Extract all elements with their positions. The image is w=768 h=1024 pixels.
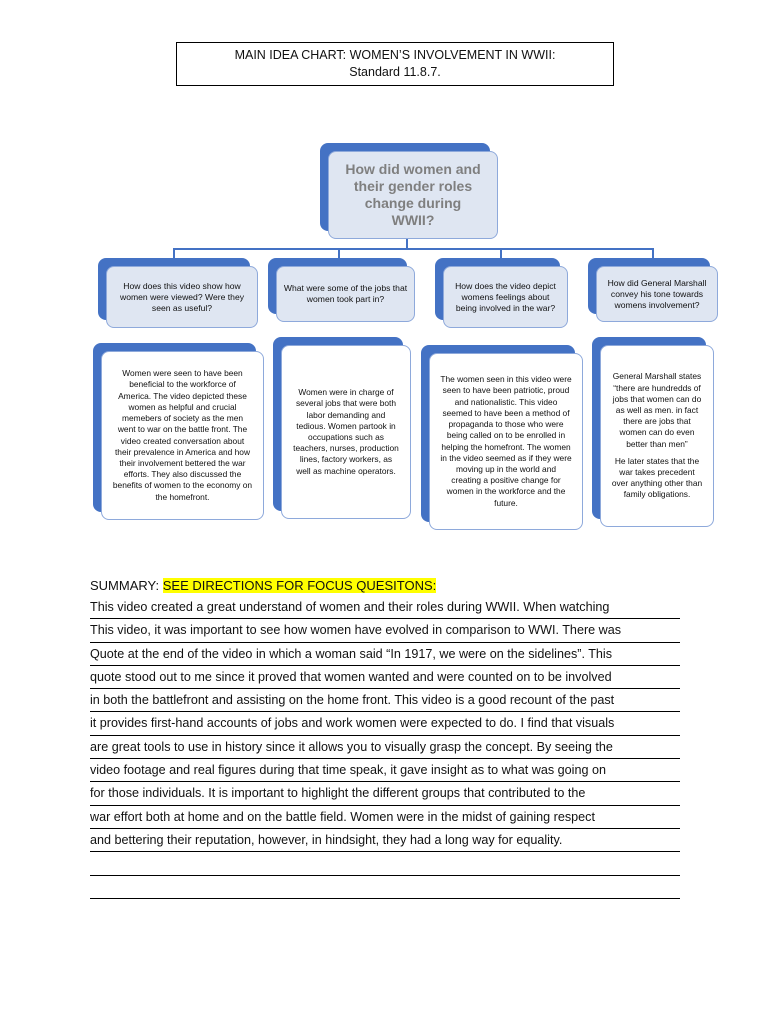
question-text-2: What were some of the jobs that women took part in? [276, 266, 415, 322]
summary-line: and bettering their reputation, however, in hindsight, they had a long way for equality. [90, 829, 680, 852]
summary-line: for those individuals. It is important to highlight the different groups that contributed to the [90, 782, 680, 805]
question-card-3 [435, 258, 568, 328]
answer-body-4 [600, 345, 714, 527]
answer-text-4-extra: He later states that the war takes precedent over anything other than family obligations. [611, 455, 703, 500]
answer-card-1 [93, 343, 264, 520]
chart-title-line2: Standard 11.8.7. [349, 65, 441, 79]
question-text-4: How did General Marshall convey his tone towards womens involvement? [596, 266, 718, 322]
summary-line: in both the battlefront and assisting on the home front. This video is a good recount of the past [90, 689, 680, 712]
summary-line: are great tools to use in history since it allows you to visually grasp the concept. By seeing the [90, 736, 680, 759]
answer-text-1: Women were seen to have been beneficial to the workforce of America. The video depicted these women as helpful and crucial memebers of society as the men went to war on the battle front. The video created conversation about their prevalence in America and how their involvement bettered the war efforts. They also discussed the benefits of women to the economy on the homefront. [101, 351, 264, 520]
summary-line: Quote at the end of the video in which a woman said “In 1917, we were on the sidelines”. This [90, 643, 680, 666]
summary-line: it provides first-hand accounts of jobs and work women were expected to do. I find that visuals [90, 712, 680, 735]
question-card-1 [98, 258, 258, 328]
chart-title-line1: MAIN IDEA CHART: WOMEN’S INVOLVEMENT IN WWII: [234, 48, 556, 62]
chart-title [176, 42, 614, 86]
summary-line: quote stood out to me since it proved that women wanted and were counted on to be involved [90, 666, 680, 689]
answer-card-2 [273, 337, 411, 519]
summary-line: This video, it was important to see how women have evolved in comparison to WWI. There was [90, 619, 680, 642]
summary-line: video footage and real figures during that time speak, it gave insight as to what was going on [90, 759, 680, 782]
question-card-2 [268, 258, 415, 322]
summary-line [90, 852, 680, 875]
question-card-4 [588, 258, 718, 322]
connector-horizontal [173, 248, 654, 250]
summary-line: war effort both at home and on the battle field. Women were in the midst of gaining respect [90, 806, 680, 829]
answer-text-2: Women were in charge of several jobs that were both labor demanding and tedious. Women partook in occupations such as teachers, nurses, production lines, factory workers, as well as machine operators. [281, 345, 411, 519]
question-text-1: How does this video show how women were viewed? Were they seen as useful? [106, 266, 258, 328]
question-text-3: How does the video depict womens feelings about being involved in the war? [443, 266, 568, 328]
answer-card-4 [592, 337, 714, 527]
summary-lines [90, 596, 680, 899]
summary-line: This video created a great understand of women and their roles during WWII. When watching [90, 596, 680, 619]
central-question-card [320, 143, 498, 239]
answer-text-3: The women seen in this video were seen to have been patriotic, proud and nationalistic. This video seemed to have been a method of propaganda to those who were being called on to be enrolled in helping the homefront. The women in the video seemed as if they were moving up in the world and creating a positive change for women in the workforce and the future. [429, 353, 583, 530]
summary-directions: SEE DIRECTIONS FOR FOCUS QUESITONS: [162, 578, 437, 593]
summary-line [90, 876, 680, 899]
answer-text-4: General Marshall states “there are hundredds of jobs that women can do as well as men. in fact there are jobs that women can do even better than men” [612, 371, 702, 449]
answer-card-3 [421, 345, 583, 530]
central-question: How did women and their gender roles change during WWII? [328, 151, 498, 239]
summary-label: SUMMARY: [90, 578, 160, 593]
summary-heading [90, 578, 436, 593]
